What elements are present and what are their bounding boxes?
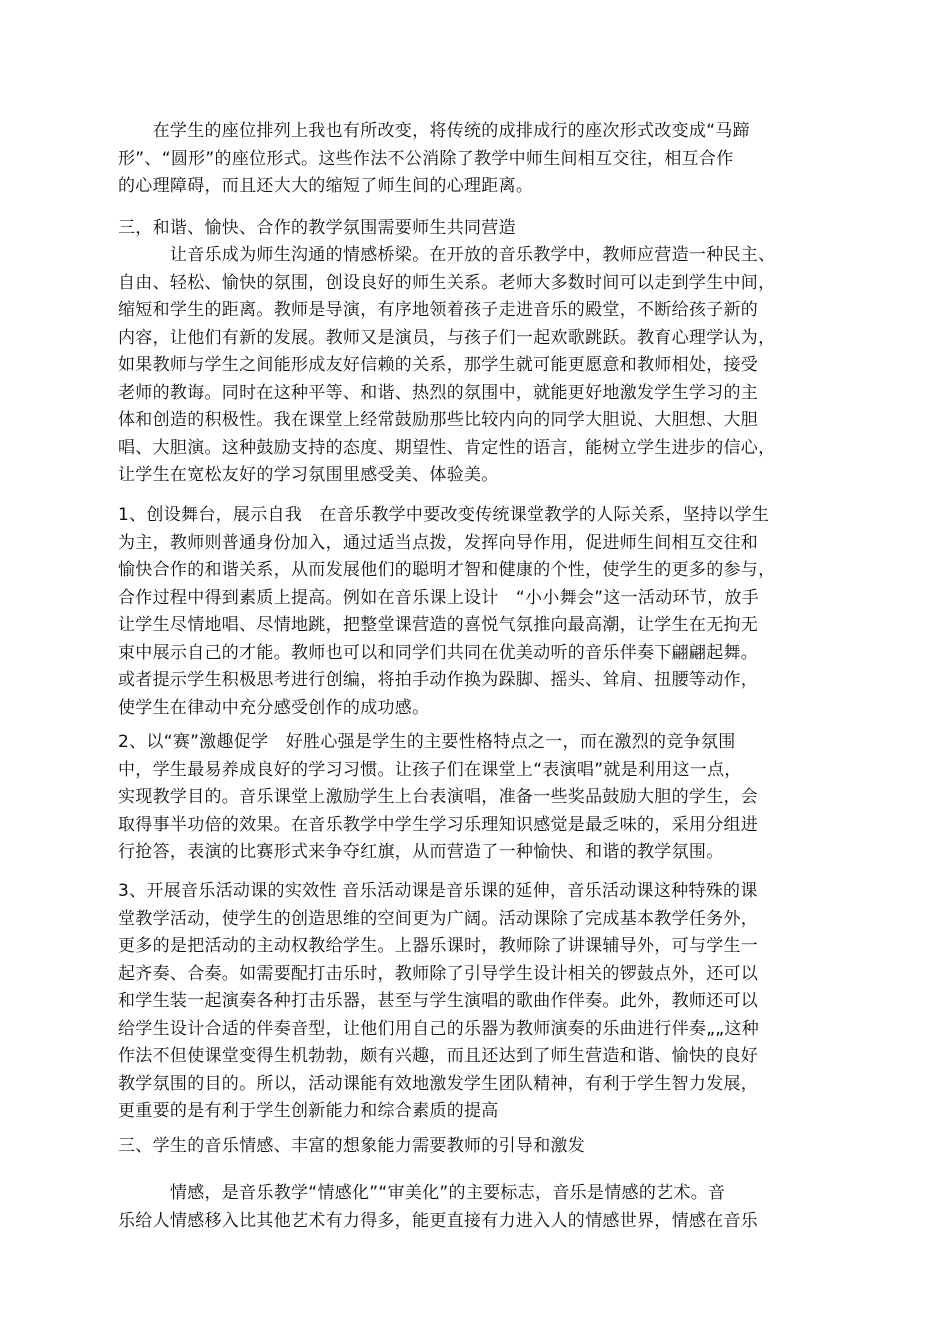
text-line: 在学生的座位排列上我也有所改变，将传统的成排成行的座次形式改变成“马蹄 — [118, 121, 750, 141]
text-line: 合作过程中得到素质上提高。例如在音乐课上设计 “小小舞会”这一活动环节，放手 — [118, 587, 760, 608]
text-line: 3、开展音乐活动课的实效性 音乐活动课是音乐课的延伸，音乐活动课这种特殊的课 — [118, 881, 758, 901]
text-line: 让学生在宽松友好的学习氛围里感受美、体验美。 — [118, 465, 499, 485]
text-line: 自由、轻松、愉快的氛围，创设良好的师生关系。老师大多数时间可以走到学生中间， — [118, 272, 776, 293]
text-line: 1、创设舞台，展示自我 在音乐教学中要改变传统课堂教学的人际关系，坚持以学生 — [118, 505, 770, 525]
text-line: 实现教学目的。音乐课堂上激励学生上台表演唱，准备一些奖品鼓励大胆的学生，会 — [118, 787, 759, 807]
paragraph-music-bridge — [118, 242, 840, 490]
text-line: 或者提示学生积极思考进行创编，将拍手动作换为跺脚、摇头、耸肩、扭腰等动作， — [118, 670, 759, 690]
text-line: 的心理障碍，而且还大大的缩短了师生间的心理距离。 — [118, 176, 534, 196]
text-line: 体和创造的积极性。我在课堂上经常鼓励那些比较内向的同学大胆说、大胆想、大胆 — [118, 410, 759, 430]
text-line: 更多的是把活动的主动权教给学生。上器乐课时，教师除了讲课辅导外，可与学生一 — [118, 936, 759, 956]
text-line: 情感，是音乐教学“情感化”“审美化”的主要标志，音乐是情感的艺术。音 — [118, 1183, 726, 1203]
section-heading-emotion: 三、学生的音乐情感、丰富的想象能力需要教师的引导和激发 — [118, 1136, 586, 1156]
text-line: 和学生装一起演奏各种打击乐器，甚至与学生演唱的歌曲作伴奏。此外，教师还可以 — [118, 991, 759, 1011]
text-line: 取得事半功倍的效果。在音乐教学中学生学习乐理知识感觉是最乏味的，采用分组进 — [118, 814, 759, 835]
text-line: 给学生设计合适的伴奏音型，让他们用自己的乐器为教师演奏的乐曲进行伴奏„„这种 — [118, 1018, 760, 1039]
text-line: 2、以“赛”激趣促学 好胜心强是学生的主要性格特点之一，而在激烈的竞争氛围 — [118, 732, 736, 752]
text-line: 乐给人情感移入比其他艺术有力得多，能更直接有力进入人的情感世界，情感在音乐 — [118, 1210, 759, 1231]
paragraph-competition — [118, 729, 840, 867]
text-line: 唱、大胆演。这种鼓励支持的态度、期望性、肯定性的语言，能树立学生进步的信心， — [118, 437, 776, 458]
text-line: 老师的教诲。同时在这种平等、和谐、热烈的氛围中，就能更好地激发学生学习的主 — [118, 382, 759, 403]
paragraph-stage — [118, 502, 840, 722]
text-line: 起齐奏、合奏。如需要配打击乐时，教师除了引导学生设计相关的锣鼓点外，还可以 — [118, 963, 759, 984]
text-line: 为主，教师则普通身份加入，通过适当点拨，发挥向导作用，促进师生间相互交往和 — [118, 532, 759, 553]
text-line: 束中展示自己的才能。教师也可以和同学们共同在优美动听的音乐伴奏下翩翩起舞。 — [118, 642, 759, 663]
text-line: 堂教学活动，使学生的创造思维的空间更为广阔。活动课除了完成基本教学任务外， — [118, 908, 759, 929]
text-line: 作法不但使课堂变得生机勃勃，颇有兴趣，而且还达到了师生营造和谐、愉快的良好 — [118, 1046, 759, 1066]
text-line: 教学氛围的目的。所以，活动课能有效地激发学生团队精神，有利于学生智力发展， — [118, 1073, 759, 1094]
text-line: 让学生尽情地唱、尽情地跳，把整堂课营造的喜悦气氛推向最高潮，让学生在无拘无 — [118, 615, 759, 635]
text-line: 内容，让他们有新的发展。教师又是演员，与孩子们一起欢歌跳跃。教育心理学认为， — [118, 327, 776, 348]
section-heading-harmony: 三，和谐、愉快、合作的教学氛围需要师生共同营造 — [118, 218, 516, 238]
text-line: 形”、“圆形”的座位形式。这些作法不公消除了教学中师生间相互交往，相互合作 — [118, 148, 734, 169]
text-line: 更重要的是有利于学生创新能力和综合素质的提高 — [118, 1101, 499, 1121]
text-line: 中，学生最易养成良好的学习习惯。让孩子们在课堂上“表演唱”就是利用这一点， — [118, 759, 742, 780]
text-line: 缩短和学生的距离。教师是导演，有序地领着孩子走进音乐的殿堂，不断给孩子新的 — [118, 300, 759, 320]
text-line: 愉快合作的和谐关系，从而发展他们的聪明才智和健康的个性，使学生的更多的参与， — [118, 560, 776, 580]
text-line: 使学生在律动中充分感受创作的成功感。 — [118, 697, 430, 718]
text-line: 如果教师与学生之间能形成友好信赖的关系，那学生就可能更愿意和教师相处，接受 — [118, 355, 759, 375]
paragraph-emotion — [118, 1180, 840, 1235]
text-line: 行抢答，表演的比赛形式来争夺红旗，从而营造了一种愉快、和谐的教学氛围。 — [118, 842, 724, 862]
text-line: 让音乐成为师生沟通的情感桥梁。在开放的音乐教学中，教师应营造一种民主、 — [118, 245, 776, 265]
paragraph-activity-class — [118, 878, 840, 1126]
paragraph-seating — [118, 118, 840, 201]
